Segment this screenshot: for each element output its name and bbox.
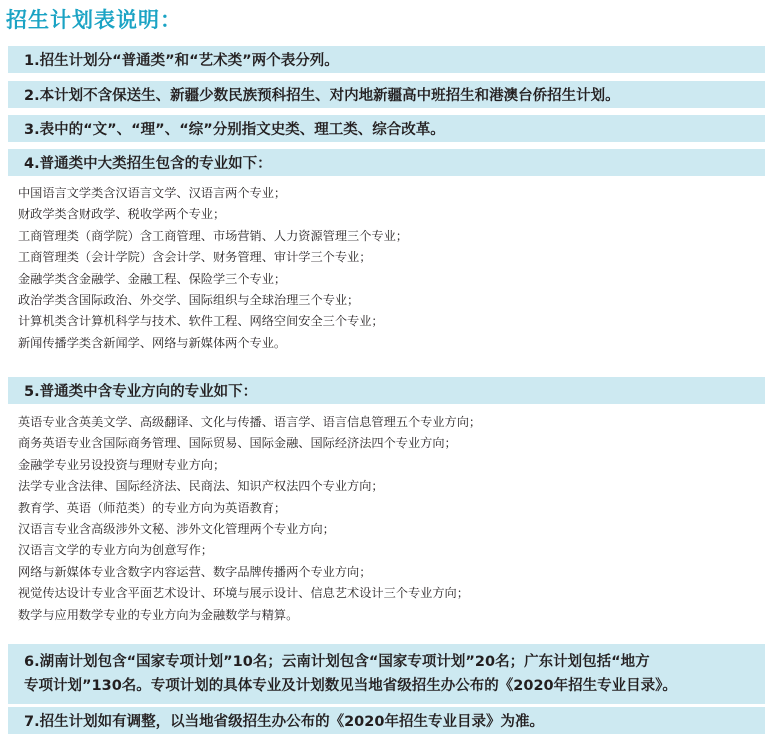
list-item: 中国语言文学类含汉语言文学、汉语言两个专业；: [18, 186, 287, 200]
list-item: 商务英语专业含国际商务管理、国际贸易、国际金融、国际经济法四个专业方向；: [18, 436, 457, 451]
list-item: 数学与应用数学专业的专业方向为金融数学与精算。: [18, 607, 299, 622]
list-item: 工商管理类（商学院）含工商管理、市场营销、人力资源管理三个专业；: [18, 228, 408, 243]
categories-list: [18, 183, 408, 354]
note-6-bar: [8, 644, 765, 704]
list-item: 汉语言专业含高级涉外文秘、涉外文化管理两个专业方向；: [18, 522, 335, 537]
directions-list: [18, 412, 481, 626]
list-item: 法学专业含法律、国际经济法、民商法、知识产权法四个专业方向；: [18, 479, 384, 494]
list-item: 视觉传达设计专业含平面艺术设计、环境与展示设计、信息艺术设计三个专业方向；: [18, 586, 469, 601]
list-item: 计算机类含计算机科学与技术、软件工程、网络空间安全三个专业；: [18, 314, 384, 329]
note-4-bar: 4.普通类中大类招生包含的专业如下：: [8, 149, 765, 176]
note-6-line-1: 6.湖南计划包含“国家专项计划”10名；云南计划包含“国家专项计划”20名；广东计划包括“地方: [24, 654, 650, 670]
list-item: 新闻传播学类含新闻学、网络与新媒体两个专业。: [18, 335, 287, 350]
note-2-bar: 2.本计划不含保送生、新疆少数民族预科招生、对内地新疆高中班招生和港澳台侨招生计划。: [8, 81, 765, 108]
list-item: 金融学类含金融学、金融工程、保险学三个专业；: [18, 271, 287, 286]
note-5-bar: 5.普通类中含专业方向的专业如下：: [8, 377, 765, 404]
list-item: 金融学专业另设投资与理财专业方向；: [18, 457, 226, 472]
page-title: 招生计划表说明：: [6, 8, 182, 32]
note-3-bar: 3.表中的“文”、“理”、“综”分别指文史类、理工类、综合改革。: [8, 115, 765, 142]
list-item: 英语专业含英美文学、高级翻译、文化与传播、语言学、语言信息管理五个专业方向；: [18, 415, 482, 429]
list-item: 教育学、英语（师范类）的专业方向为英语教育；: [18, 500, 287, 515]
list-item: 汉语言文学的专业方向为创意写作；: [18, 543, 213, 558]
note-6-line-2: 专项计划”130名。专项计划的具体专业及计划数见当地省级招生办公布的《2020年招生专业目录》。: [24, 678, 677, 694]
list-item: 政治学类含国际政治、外交学、国际组织与全球治理三个专业；: [18, 293, 360, 308]
list-item: 网络与新媒体专业含数字内容运营、数字品牌传播两个专业方向；: [18, 564, 372, 579]
note-1-bar: 1.招生计划分“普通类”和“艺术类”两个表分列。: [8, 46, 765, 73]
list-item: 财政学类含财政学、税收学两个专业；: [18, 207, 226, 222]
note-7-bar: 7.招生计划如有调整，以当地省级招生办公布的《2020年招生专业目录》为准。: [8, 707, 765, 734]
list-item: 工商管理类（会计学院）含会计学、财务管理、审计学三个专业；: [18, 250, 372, 265]
